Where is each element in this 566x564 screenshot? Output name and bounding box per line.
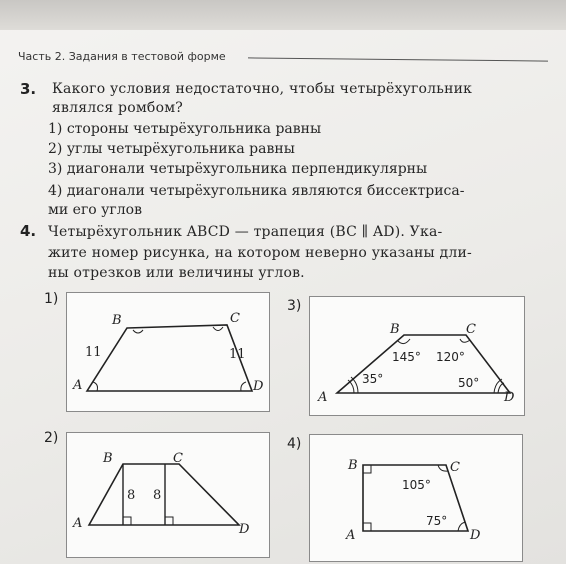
figure-2-label: 2) (44, 430, 59, 446)
f2-label-d: D (239, 522, 250, 537)
f2-label-a: A (73, 516, 83, 531)
q3-number: 3. (20, 80, 37, 98)
figure-4-panel (309, 434, 523, 562)
f4-label-b: B (348, 458, 358, 473)
section-header: Часть 2. Задания в тестовой форме (18, 50, 226, 63)
figure-4-label: 4) (287, 436, 302, 452)
q3-option-4: 4) диагонали четырёхугольника являются биссектриса- (48, 183, 465, 199)
f4-label-a: A (346, 528, 356, 543)
f3-angle-b: 145° (392, 350, 421, 364)
f1-left-side: 11 (85, 345, 102, 360)
f3-label-c: C (466, 322, 476, 337)
f1-right-side: 11 (229, 347, 246, 362)
q3-option-4-cont: ми его углов (48, 202, 142, 218)
figure-3-trapezoid (310, 297, 524, 415)
figure-1-trapezoid (67, 293, 269, 411)
f2-label-b: B (103, 451, 113, 466)
f3-label-d: D (504, 390, 515, 405)
q4-line-1: Четырёхугольник ABCD — трапеция (BC ∥ AD). Ука- (48, 224, 443, 240)
q4-line-3: ны отрезков или величины углов. (48, 265, 305, 281)
q3-line-2: являлся ромбом? (52, 100, 183, 116)
f1-label-b: B (112, 313, 122, 328)
figure-1-panel (66, 292, 270, 412)
q3-option-3: 3) диагонали четырёхугольника перпендикулярны (48, 161, 428, 177)
q4-line-2: жите номер рисунка, на котором неверно указаны дли- (48, 245, 472, 261)
f1-label-d: D (253, 379, 264, 394)
q3-option-2: 2) углы четырёхугольника равны (48, 141, 295, 157)
page-top-edge (0, 0, 566, 30)
f2-label-c: C (173, 451, 183, 466)
f4-label-d: D (470, 528, 481, 543)
f4-angle-c: 105° (402, 478, 431, 492)
f4-angle-d: 75° (426, 514, 448, 528)
f3-label-a: A (318, 390, 328, 405)
f3-angle-d: 50° (458, 376, 480, 390)
f1-label-a: A (73, 378, 83, 393)
figure-4-trapezoid (310, 435, 522, 561)
figure-3-panel (309, 296, 525, 416)
q4-number: 4. (20, 222, 37, 240)
figure-1-label: 1) (44, 291, 59, 307)
figure-3-label: 3) (287, 298, 302, 314)
f3-angle-a: 35° (362, 372, 384, 386)
f2-height-2: 8 (153, 488, 162, 503)
header-rule (248, 57, 548, 61)
figure-2-trapezoid (67, 433, 269, 557)
f1-label-c: C (230, 311, 240, 326)
q3-option-1: 1) стороны четырёхугольника равны (48, 121, 322, 137)
f2-height-1: 8 (127, 488, 136, 503)
figure-2-panel (66, 432, 270, 558)
q3-line-1: Какого условия недостаточно, чтобы четырёхугольник (52, 81, 473, 97)
f4-label-c: C (450, 460, 460, 475)
f3-angle-c: 120° (436, 350, 465, 364)
f3-label-b: B (390, 322, 400, 337)
